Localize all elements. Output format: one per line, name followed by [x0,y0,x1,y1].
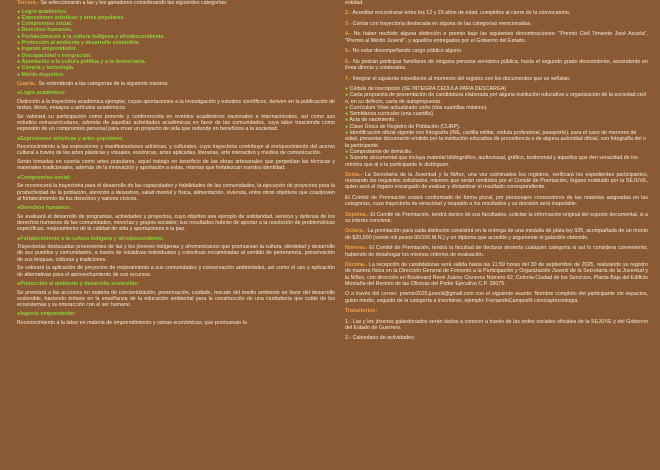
bullet-icon: ● [345,123,350,130]
requirement-number: 3.- [345,20,352,27]
clause-item [345,245,648,258]
clause-text: El Comité de Premiación, tendrá dentro de sus facultades, solicitar la información original del soporte documental, si a su interés conviene. [345,211,648,224]
clause-item [345,172,648,191]
requirements-list [345,10,648,81]
clause-label: Novena.- [345,245,368,252]
document-item [345,155,648,168]
category-item-text: Aportación a la cultura política y a la democracia. [21,58,147,65]
bullet-icon: ● [17,33,22,40]
transitorios-heading: Transitorios: [345,308,378,315]
section-paragraph: Distinción a la trayectoria académica ejemplar, cuyas aportaciones a la investigación y estudios científicos, deriven en la publicación de textos, libros, ensayos o artículos académicos. [17,98,335,112]
category-item-text: Logro académico. [21,8,68,15]
cuarta-clause [17,81,335,87]
requirement-number: 6.- [345,58,352,65]
section-title-text: Derechos humanos: [20,205,72,212]
document-item-text: Currículum Vitae actualizado corto (dos cuartillas máximo). [349,104,488,111]
clause-label: Octava.- [345,228,366,235]
document-item-text: Acta de nacimiento. [349,117,396,124]
section-paragraph: Se valorará la aplicación de proyectos de mejoramiento a sus comunidades y conservación ambientales, así como el uso y aplicación de alternativas para el aprovechamiento de sus recursos. [17,265,335,278]
clause-text: La premiación para cada distinción consistirá en la entrega de una medalla de plata ley 925, acompañada de un monto de $20,000 (veinte mil pesos 00/100 M.N.) y un diploma que acredite y argumente el galardón obtenido. [345,228,648,241]
section-paragraph: Reconocimiento a las expresiones y manifestaciones artísticas, y culturales, cuya trayectoria contribuye al enriquecimiento del acervo cultural a través de las artes plásticas y visuales, escénicas, artes aplicadas, literarias, arte interactivo y medios de comunicación. [17,144,335,157]
bullet-icon: ● [345,117,350,124]
bullet-icon: ● [345,111,350,118]
category-item-text: Mérito deportivo. [21,71,65,78]
bullet-icon: ● [17,235,21,242]
requirement-item [345,76,648,82]
bullet-icon: ● [17,135,21,142]
requirement-text: No haber recibido alguna distinción o premio bajo las siguientes denominaciones: "Premio Civil Teniente José Azueta", "Premio al Mérito Juvenil", y aquellos entregados por el Gobierno del Estado. [345,31,648,44]
clause-text: El Comité de Premiación estará conformado de forma plural, por personajes conocedores de las materias asignadas en las categorías, cuya trayectoria de veracidad y respaldo a los resultados y su decisión será inapelable. [345,194,648,208]
section-title [17,136,335,142]
transitorio-item: 2.- Calendario de actividades: [345,335,416,342]
section-title-text: Logro académico: [20,90,66,97]
section-title-text: Compromiso social: [20,174,72,181]
section-paragraph: Se evaluará el desarrollo de programas, actividades y proyectos, cuyo objetivo sea ejemplo de solidaridad, servicio y defensa de los derechos humanos de las comunidades, minorías y grupos sociales; sus resultados habrán de aportar a la resolución de problemáticas específicas, mejoramiento de la calidad de vida y aportaciones a la paz. [17,213,335,233]
category-descriptions [17,90,335,326]
bullet-icon: ● [17,21,22,28]
clause-item [345,262,648,287]
section-paragraph: Se valorará su participación como ponente y conferencista en eventos académicos nacionales e internacionales, así como sus estudios extracurriculares, además de aquellas actividades académicas en favor de las comunidades, cuya labor trascienda como expresión de un compromiso personal para crear un proyecto de vida que redunde en beneficios a la sociedad. [17,113,335,133]
category-item-text: Discapacidad e integración. [21,52,92,59]
bullet-icon: ● [17,14,22,21]
category-item-text: Fortalecimiento a la cultura indígena y afrodescendiente. [21,33,166,40]
bullet-icon: ● [17,8,22,15]
section-title [17,281,335,287]
section-paragraph: Serán tomadas en cuenta como artes populares, aquel trabajo en beneficio de las obras artesanales que perpetúan las técnicas y materiales tradicionales, además de la innovación y aportación a estas, mismas que fortalezcan nuestra identidad. [17,159,335,172]
bullet-icon: ● [17,46,22,53]
requirement-text: Acreditar encontrarse entre los 12 y 29 años de edad, cumplidos al cierre de la convocatoria. [351,10,571,17]
bullet-icon: ● [17,205,21,212]
requirement-text: Integrar el siguiente expediente al momento del registro con los documentos que se señalan: [351,75,571,82]
document-item-text: Cédula de inscripción (SE INTEGRA CÉDULA PARA DESCARGA) [349,85,507,92]
clause-text: La Secretaría de la Juventud y la Niñez, una vez culminados los registros, verificará los expedientes participantes, revisando los requisitos solicitados, mismos que serán remitidos por el Comité de Premiación, órgano instituido por la SEJUVE, quien será el órgano encargado de evaluar y dictaminar el resultado correspondiente. [345,171,648,191]
left-column [17,0,335,329]
requirement-number: 7.- [345,75,352,82]
category-item-text: Ingenio emprendedor. [21,46,78,53]
document-item-text: Clave Única de Registro de Población (CURP). [349,123,461,130]
documents-list [345,86,648,168]
requirement-item [345,10,648,16]
category-item-text: Ciencia y tecnología. [21,65,75,72]
clause-text: La recepción de candidaturas será válida hasta las 11:59 horas del 30 de septiembre de 2025, realizando su registro de manera física en la Dirección General de Fomento a la Participación y Organización Juvenil de la Secretaría de la Juventud y la Niñez, con dirección en Boulevard René Juárez Cisneros Número 62, Colonia Ciudad de los Servicios, Planta Baja del Edificio Montaña del Recinto de las Oficinas del Poder Ejecutivo C.P. 39075. [345,262,648,287]
clause-label: Sexta.- [345,171,363,178]
cuarta-text: Se entenderán a las categorías de la siguiente manera: [37,80,169,87]
bullet-icon: ● [17,311,21,318]
requirement-item [345,59,648,72]
section-paragraph: Reconocimiento a la labor en materia de emprendimiento y ramas económicas, que promuevan la [17,320,247,327]
clause-text: O a través del correo: premio2025.juvenil@gmail.com con el siguiente asunto: Nombre completo del participante sin espacios, guion medio, seguido de la categoría a inscribirse, ejemplo: FernandoCamposN-cienciaytecnologia. [345,291,648,304]
requirement-text: No podrán participar familiares de ninguna persona servidora pública, hasta el segundo grado descendente, ascendente en línea directa y colaterales. [345,58,648,72]
bullet-icon: ● [345,92,350,99]
transitorio-item: 1.- Las y los jóvenes galardonados serán dados a conocer a través de las redes sociales oficiales de la SEJUVE y del Gobierno del Estado de Guerrero. [345,318,648,331]
bullet-icon: ● [345,148,350,155]
section-title [17,205,335,211]
clause-text: El Comité de Premiación, tendrá la facultad de declarar desierta cualquier categoría si así lo considera conveniente, habiendo de desahogar los mismos criterios de evaluación. [345,245,648,258]
clause-item [345,195,648,208]
category-item-text: Derechos humanos. [21,27,73,34]
bullet-icon: ● [17,90,21,97]
intro-text: entidad. [345,0,364,6]
clause-label: Décima.- [345,262,368,269]
section-title-text: Expresiones artísticas y artes populares: [20,135,124,142]
requirement-item [345,31,648,44]
clauses-list [345,172,648,304]
document-item-text: Semblanza curricular (una cuartilla). [349,111,435,118]
requirement-text: Contar con trayectoria destacada en alguna de las categorías mencionadas. [351,20,532,27]
cuarta-label: Cuarta.- [17,80,38,87]
bullet-icon: ● [345,104,350,111]
section-title [17,311,335,317]
requirement-number: 2.- [345,10,352,17]
section-title-text: Protección al ambiente y desarrollo sostenible: [20,280,140,287]
section-paragraph: Se reconocerá la trayectoria para el desarrollo de las capacidades y habilidades de las comunidades, la ejecución de proyectos para la productividad de la población, atención a desastres, salud mental y física, alimentación, vivienda, entre otros objetivos que coadyuven al fortalecimiento de los derechos y valores cívicos. [17,183,335,202]
requirement-number: 4.- [345,31,352,38]
clause-item [345,212,648,225]
section-title-text: Fortalecimiento a la cultura indígena y afrodescendiente: [20,235,164,242]
document-item-text: Comprobante de domicilio. [349,148,413,155]
document-item-text: Soporte documental que incluya material bibliográfico, audiovisual, gráfico, testimonial y aquellos que den veracidad de los méritos que al o la participante le distinguen. [345,155,638,168]
requirement-item [345,21,648,27]
category-item-text: Protección al ambiente y desarrollo sostenible. [21,40,141,47]
clause-label: Séptima.- [345,211,369,218]
bullet-icon: ● [17,71,22,78]
bullet-icon: ● [17,174,21,181]
section-paragraph: Se premiará a las acciones en materia de concientización, preservación, cuidado, rescate del medio ambiente en favor del desarrollo sostenible, haciendo énfasis en la enseñanza de la educación ambiental para la construcción de una ciudadanía que cuide de los ecosistemas y su interacción con el ser humano. [17,289,335,309]
section-paragraph: Trayectorias destacadas provenientes de las y los jóvenes indígenas y afromexicanos que promuevan la cultura, identidad y desarrollo de sus pueblos y comunidades, a través de iniciativas individuales y colectivas encaminadas al sentido de pertenencia, preservación de sus lenguas, culturas y tradiciones. [17,244,335,263]
requirement-item [345,48,648,54]
category-item [17,72,335,78]
clause-item [345,291,648,304]
transitorios-list [345,319,648,342]
bullet-icon: ● [17,40,22,47]
bullet-icon: ● [345,85,350,92]
category-item-text: Expresiones artísticas y artes populares. [21,14,125,21]
bullet-icon: ● [17,27,22,34]
right-column [345,0,648,346]
requirement-text: No estar desempeñando cargo público alguno. [351,48,463,55]
section-title [17,90,335,96]
clause-item [345,228,648,241]
bullet-icon: ● [17,280,21,287]
category-item-text: Compromiso social. [21,21,73,28]
tercera-label: Tercera.- [17,0,39,6]
bullet-icon: ● [17,52,22,59]
tercera-text: Se seleccionarán a las y los ganadores considerando las siguientes categorías: [38,0,228,6]
section-title [17,236,335,242]
document-item-text: Carta propuesta de presentación de candidatura elaborada por alguna institución educativa u organización de la sociedad civil o, en su defecto, carta de autopropuesta. [345,92,646,105]
document-item [345,130,648,149]
category-list [17,9,335,78]
bullet-icon: ● [345,155,350,162]
document-item-text: Identificación oficial vigente con fotografía (INE, cartilla militar, cédula profesional, pasaporte), para el caso de menores de edad, presentar documento emitido por la institución educativa de procedencia o de alguna autoridad oficial, con fotografía del o la participante. [345,130,646,149]
section-title-text: Ingenio emprendedor: [20,311,77,318]
bullet-icon: ● [17,65,22,72]
tercera-clause [17,0,335,6]
section-title [17,175,335,181]
document-item [345,92,648,105]
requirement-number: 5.- [345,48,352,55]
bullet-icon: ● [345,130,350,137]
bullet-icon: ● [17,58,22,65]
